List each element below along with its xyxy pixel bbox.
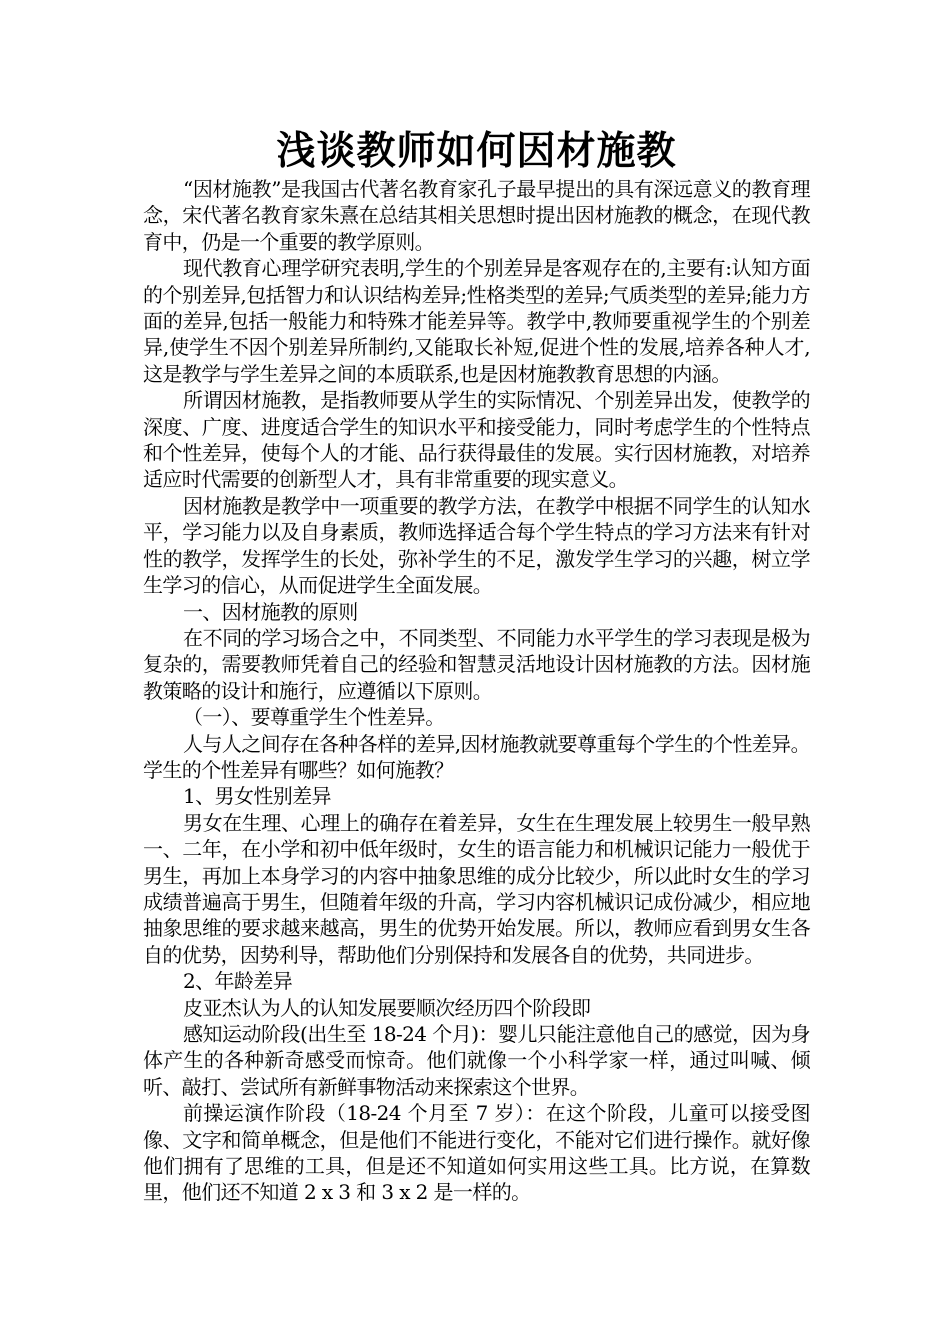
paragraph-definition: 所谓因材施教，是指教师要从学生的实际情况、个别差异出发，使教学的深度、广度、进度适合学生的知识水平和接受能力，同时考虑学生的个性特点和个性差异，使每个人的才能、品行获得最佳的发展。实行因材施教，对培养适应时代需要的创新型人才，具有非常重要的现实意义。: [143, 388, 810, 492]
document-page: [143, 128, 810, 1206]
item-heading-age: 2、年龄差异: [183, 969, 293, 994]
paragraph-method: 因材施教是教学中一项重要的教学方法，在教学中根据不同学生的认知水平，学习能力以及自身素质，教师选择适合每个学生特点的学习方法来有针对性的教学，发挥学生的长处，弥补学生的不足，激发学生学习的兴趣，树立学生学习的信心，从而促进学生全面发展。: [143, 493, 810, 598]
document-title: 浅谈教师如何因材施教: [276, 128, 677, 174]
section-heading-principles: 一、因材施教的原则: [183, 599, 358, 624]
paragraph-principles: 在不同的学习场合之中，不同类型、不同能力水平学生的学习表现是极为复杂的，需要教师凭着自己的经验和智慧灵活地设计因材施教的方法。因材施教策略的设计和施行，应遵循以下原则。: [143, 625, 810, 703]
item-heading-gender: 1、男女性别差异: [183, 784, 331, 809]
paragraph-sensorimotor: 感知运动阶段(出生至 18-24 个月)：婴儿只能注意他自己的感觉，因为身体产生的各种新奇感受而惊奇。他们就像一个小科学家一样，通过叫喊、倾听、敲打、尝试所有新鲜事物活动来探索这个世界。: [143, 1022, 810, 1099]
paragraph-differences: 人与人之间存在各种各样的差异,因材施教就要尊重每个学生的个性差异。学生的个性差异有哪些？如何施教？: [143, 731, 810, 782]
paragraph-intro: “因材施教”是我国古代著名教育家孔子最早提出的具有深远意义的教育理念，宋代著名教育家朱熹在总结其相关思想时提出因材施教的概念，在现代教育中，仍是一个重要的教学原则。: [143, 177, 810, 254]
paragraph-gender: 男女在生理、心理上的确存在着差异，女生在生理发展上较男生一般早熟一、二年，在小学和初中低年级时，女生的语言能力和机械识记能力一般优于男生，再加上本身学习的内容中抽象思维的成分比较少，所以此时女生的学习成绩普遍高于男生，但随着年级的升高，学习内容机械识记成份减少，相应地抽象思维的要求越来越高，男生的优势开始发展。所以，教师应看到男女生各自的优势，因势利导，帮助他们分别保持和发展各自的优势，共同进步。: [143, 810, 810, 967]
paragraph-preoperational: 前操运演作阶段（18-24 个月至 7 岁）：在这个阶段，儿童可以接受图像、文字和简单概念，但是他们不能进行变化，不能对它们进行操作。就好像他们拥有了思维的工具，但是还不知道如何实用这些工具。比方说，在算数里，他们还不知道 2 x 3 和 3 x 2 是一样的。: [143, 1101, 810, 1205]
paragraph-psychology: 现代教育心理学研究表明,学生的个别差异是客观存在的,主要有:认知方面的个别差异,包括智力和认识结构差异;性格类型的差异;气质类型的差异;能力方面的差异,包括一般能力和特殊才能差异等。教学中,教师要重视学生的个别差异,使学生不因个别差异所制约,又能取长补短,促进个性的发展,培养各种人才,这是教学与学生差异之间的本质联系,也是因材施教教育思想的内涵。: [143, 256, 810, 386]
subsection-heading-respect: （一）、要尊重学生个性差异。: [183, 705, 445, 730]
paragraph-piaget: 皮亚杰认为人的认知发展要顺次经历四个阶段即: [183, 995, 591, 1020]
